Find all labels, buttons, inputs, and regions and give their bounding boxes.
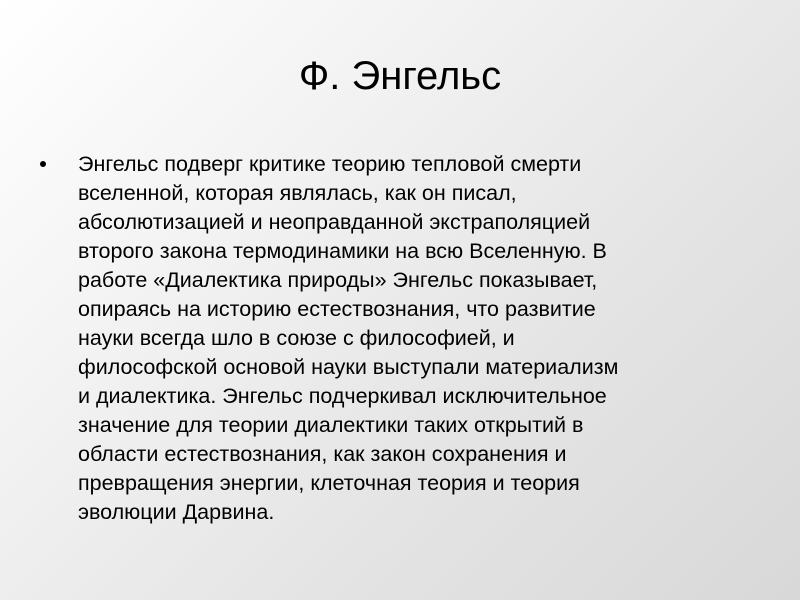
slide-title: Ф. Энгельс bbox=[298, 54, 502, 98]
bullet-text: Энгельс подверг критике теорию тепловой смерти вселенной, которая являлась, как он писал, абсолютизацией и неоправданной экстраполяцией второго закона термодинамики на всю Вселенную. В работе «Диалектика природы» Энгельс показывает, опираясь на историю естествознания, что развитие науки всегда шло в союзе с философией, и философской основой науки выступали материализм и диалектика. Энгельс подчеркивал исключительное значение для теории диалектики таких открытий в области естествознания, как закон сохранения и превращения энергии, клеточная теория и теория эволюции Дарвина. bbox=[78, 152, 619, 524]
bullet-item bbox=[38, 150, 768, 527]
bullet-dot-icon bbox=[40, 161, 46, 167]
bullet-list bbox=[38, 150, 768, 527]
